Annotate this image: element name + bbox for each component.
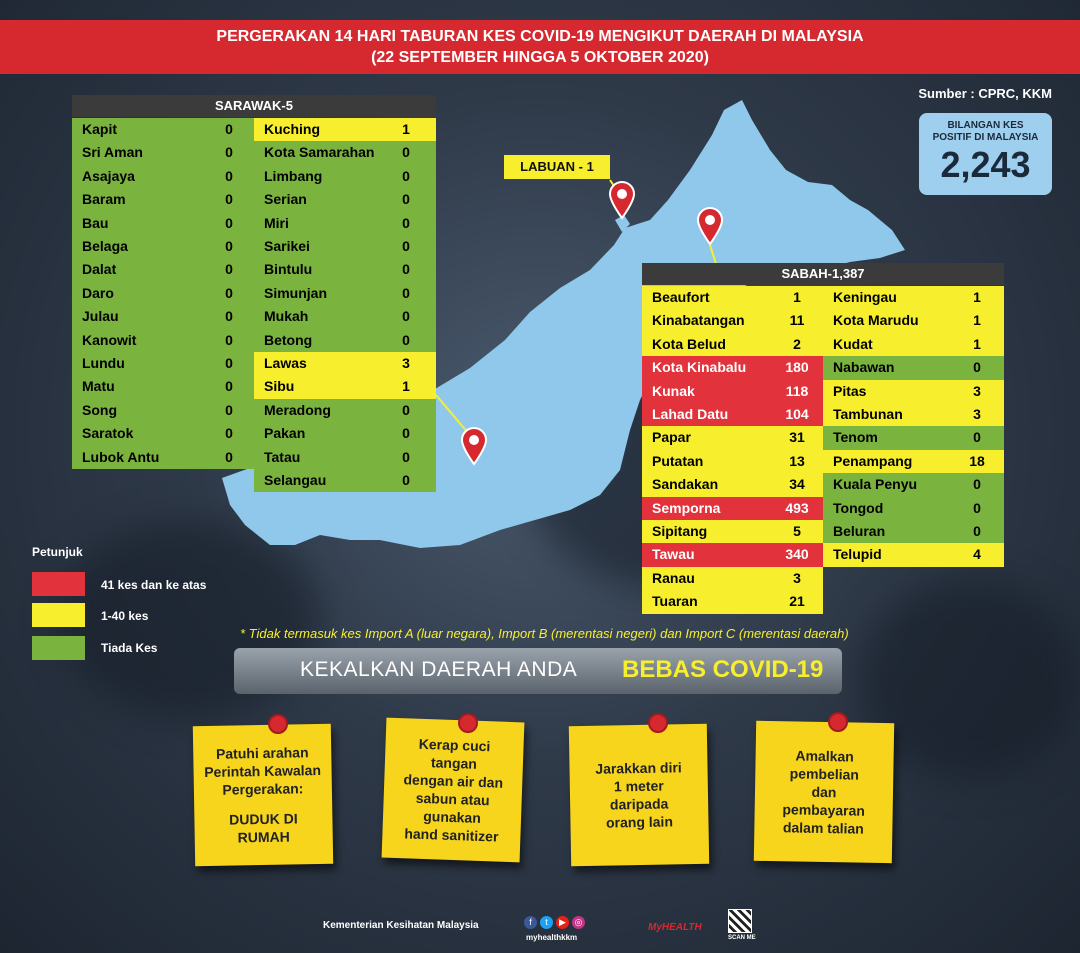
district-name: Bintulu (264, 261, 313, 278)
district-name: Tongod (833, 499, 884, 516)
district-row (642, 309, 823, 332)
legend-title: Petunjuk (32, 545, 83, 559)
district-case-count: 0 (973, 476, 981, 493)
twitter-icon[interactable]: t (540, 916, 553, 929)
district-case-count: 0 (402, 308, 410, 325)
district-name: Penampang (833, 452, 913, 469)
district-case-count: 0 (225, 378, 233, 395)
district-case-count: 0 (225, 261, 233, 278)
district-row (254, 282, 436, 305)
advice-card: Patuhi arahan Perintah Kawalan Pergerakan: DUDUK DI RUMAH (193, 724, 333, 866)
district-row (72, 305, 254, 328)
district-name: Julau (82, 308, 119, 325)
district-name: Matu (82, 378, 115, 395)
district-row (642, 543, 823, 566)
district-case-count: 0 (973, 429, 981, 446)
district-case-count: 0 (225, 425, 233, 442)
district-row (823, 286, 1004, 309)
district-case-count: 0 (225, 191, 233, 208)
sarawak-table-title: SARAWAK-5 (72, 95, 436, 117)
district-name: Beaufort (652, 289, 710, 305)
qr-caption: SCAN ME (728, 935, 756, 941)
district-case-count: 0 (973, 523, 981, 539)
district-row (642, 426, 823, 449)
advice-card: Amalkan pembelian dan pembayaran dalam talian (754, 721, 894, 863)
district-case-count: 0 (402, 331, 410, 348)
pushpin-icon (458, 713, 478, 733)
district-name: Kota Marudu (833, 312, 919, 329)
labuan-label: LABUAN - 1 (504, 155, 610, 179)
district-case-count: 0 (225, 214, 233, 231)
pushpin-icon (828, 712, 848, 732)
district-name: Sandakan (652, 476, 719, 493)
district-row (254, 446, 436, 469)
district-name: Baram (82, 191, 126, 208)
district-case-count: 0 (225, 355, 233, 371)
district-row (642, 333, 823, 356)
district-row (72, 212, 254, 235)
district-name: Dalat (82, 261, 117, 278)
district-name: Bau (82, 214, 109, 231)
district-case-count: 0 (402, 238, 410, 254)
district-row (642, 473, 823, 496)
district-case-count: 2 (793, 335, 801, 352)
district-case-count: 1 (973, 335, 981, 352)
district-case-count: 34 (789, 476, 805, 493)
district-case-count: 0 (225, 121, 233, 137)
district-row (823, 380, 1004, 403)
district-case-count: 340 (785, 546, 809, 563)
district-name: Beluran (833, 523, 886, 539)
district-row (72, 235, 254, 258)
district-row (642, 567, 823, 590)
district-name: Kota Kinabalu (652, 359, 747, 376)
district-name: Lundu (82, 355, 125, 371)
district-row (823, 309, 1004, 332)
facebook-icon[interactable]: f (524, 916, 537, 929)
footnote: * Tidak termasuk kes Import A (luar negara), Import B (merentasi negeri) dan Import C (merentasi daerah) (240, 626, 849, 641)
district-case-count: 104 (785, 406, 809, 422)
district-case-count: 0 (402, 448, 410, 465)
district-row (72, 282, 254, 305)
district-case-count: 0 (225, 401, 233, 418)
legend-swatch-yellow (32, 603, 85, 627)
district-case-count: 21 (789, 593, 805, 610)
district-row (642, 590, 823, 613)
district-case-count: 0 (402, 472, 410, 488)
myhealth-logo: MyHEALTH (648, 922, 702, 933)
district-name: Sibu (264, 378, 295, 395)
district-row (72, 188, 254, 211)
district-name: Kuching (264, 121, 320, 137)
district-row (72, 141, 254, 164)
district-name: Lawas (264, 355, 307, 371)
district-case-count: 11 (789, 312, 805, 329)
district-name: Miri (264, 214, 289, 231)
district-row (72, 118, 254, 141)
district-row (72, 352, 254, 375)
district-case-count: 18 (969, 452, 985, 469)
district-case-count: 493 (785, 499, 809, 516)
district-row (254, 165, 436, 188)
district-name: Papar (652, 429, 691, 446)
district-name: Song (82, 401, 117, 418)
district-name: Mukah (264, 308, 309, 325)
legend-swatch-red (32, 572, 85, 596)
district-name: Telupid (833, 546, 882, 563)
district-row (254, 235, 436, 258)
district-case-count: 4 (973, 546, 981, 563)
district-name: Nabawan (833, 359, 895, 376)
district-case-count: 0 (402, 214, 410, 231)
district-name: Limbang (264, 167, 323, 184)
district-name: Kapit (82, 121, 117, 137)
district-case-count: 0 (225, 331, 233, 348)
district-name: Serian (264, 191, 307, 208)
district-row (254, 399, 436, 422)
district-case-count: 0 (402, 284, 410, 301)
district-row (823, 403, 1004, 426)
ministry-name: Kementerian Kesihatan Malaysia (323, 920, 479, 931)
district-row (642, 497, 823, 520)
district-name: Kota Belud (652, 335, 726, 352)
district-name: Sarikei (264, 238, 310, 254)
district-case-count: 0 (402, 144, 410, 161)
district-name: Kinabatangan (652, 312, 745, 329)
district-name: Pakan (264, 425, 306, 442)
district-case-count: 1 (402, 378, 410, 395)
district-name: Kunak (652, 382, 695, 399)
district-case-count: 0 (402, 425, 410, 442)
district-case-count: 3 (402, 355, 410, 371)
district-name: Sri Aman (82, 144, 143, 161)
district-row (254, 188, 436, 211)
district-row (72, 375, 254, 398)
district-case-count: 3 (973, 382, 981, 399)
page-subtitle: (22 SEPTEMBER HINGGA 5 OKTOBER 2020) (371, 49, 709, 66)
district-row (72, 258, 254, 281)
district-name: Putatan (652, 452, 704, 469)
district-row (254, 258, 436, 281)
district-name: Betong (264, 331, 313, 348)
district-name: Daro (82, 284, 114, 301)
district-row (823, 497, 1004, 520)
district-name: Tuaran (652, 593, 698, 610)
district-row (823, 543, 1004, 566)
district-name: Ranau (652, 569, 695, 586)
district-case-count: 0 (225, 167, 233, 184)
district-row (254, 469, 436, 492)
district-case-count: 13 (789, 452, 805, 469)
district-case-count: 1 (973, 289, 981, 305)
district-row (642, 356, 823, 379)
district-case-count: 0 (225, 448, 233, 465)
qr-code-icon[interactable] (728, 909, 752, 933)
district-row (72, 446, 254, 469)
district-name: Selangau (264, 472, 327, 488)
total-cases-value: 2,243 (940, 144, 1031, 185)
district-row (823, 450, 1004, 473)
slogan-banner (234, 648, 842, 694)
district-name: Tambunan (833, 406, 903, 422)
location-pin-icon (610, 182, 634, 218)
source-text: Sumber : CPRC, KKM (918, 86, 1052, 101)
district-case-count: 0 (402, 401, 410, 418)
district-row (642, 403, 823, 426)
district-name: Sipitang (652, 523, 708, 539)
district-row (823, 520, 1004, 543)
total-cases-label: BILANGAN KES POSITIF DI MALAYSIA (932, 120, 1039, 143)
district-name: Kanowit (82, 331, 137, 348)
legend-label: 1-40 kes (101, 609, 149, 623)
sabah-table-title: SABAH-1,387 (642, 263, 1004, 285)
legend-swatch-green (32, 636, 85, 660)
district-case-count: 0 (973, 499, 981, 516)
page-title: PERGERAKAN 14 HARI TABURAN KES COVID-19 MENGIKUT DAERAH DI MALAYSIA (216, 28, 864, 45)
total-cases-box (919, 113, 1052, 195)
district-name: Kuala Penyu (833, 476, 918, 493)
slogan-left: KEKALKAN DAERAH ANDA (300, 658, 578, 681)
district-case-count: 0 (973, 359, 981, 376)
district-case-count: 3 (793, 569, 801, 586)
district-name: Lahad Datu (652, 406, 729, 422)
district-case-count: 1 (402, 121, 410, 137)
district-row (254, 352, 436, 375)
district-case-count: 1 (973, 312, 981, 329)
district-row (254, 329, 436, 352)
district-row (72, 165, 254, 188)
district-name: Meradong (264, 401, 331, 418)
district-case-count: 0 (225, 308, 233, 325)
district-row (72, 422, 254, 445)
advice-card: Kerap cuci tangan dengan air dan sabun atau gunakan hand sanitizer (382, 718, 525, 863)
district-case-count: 0 (402, 167, 410, 184)
district-row (254, 212, 436, 235)
district-case-count: 180 (785, 359, 809, 376)
district-case-count: 118 (785, 382, 809, 399)
district-row (254, 422, 436, 445)
district-row (642, 286, 823, 309)
district-row (823, 356, 1004, 379)
advice-card: Jarakkan diri 1 meter daripada orang lain (569, 724, 709, 866)
district-row (72, 329, 254, 352)
slogan-right: BEBAS COVID-19 (622, 656, 824, 683)
district-row (254, 375, 436, 398)
district-row (823, 426, 1004, 449)
district-row (72, 399, 254, 422)
district-row (642, 520, 823, 543)
district-name: Belaga (82, 238, 128, 254)
district-name: Pitas (833, 382, 867, 399)
district-case-count: 31 (789, 429, 805, 446)
district-row (642, 380, 823, 403)
district-case-count: 0 (225, 238, 233, 254)
district-name: Asajaya (82, 167, 135, 184)
district-name: Kota Samarahan (264, 144, 375, 161)
legend-label: Tiada Kes (101, 641, 158, 655)
youtube-icon[interactable]: ▶ (556, 916, 569, 929)
district-row (254, 305, 436, 328)
district-name: Keningau (833, 289, 897, 305)
district-name: Saratok (82, 425, 134, 442)
pushpin-icon (268, 714, 288, 734)
instagram-icon[interactable]: ◎ (572, 916, 585, 929)
district-name: Tatau (264, 448, 301, 465)
legend-label: 41 kes dan ke atas (101, 578, 207, 592)
district-name: Tenom (833, 429, 878, 446)
district-name: Lubok Antu (82, 448, 160, 465)
district-case-count: 0 (402, 191, 410, 208)
district-row (254, 118, 436, 141)
district-case-count: 5 (793, 523, 801, 539)
pushpin-icon (648, 713, 668, 733)
district-row (642, 450, 823, 473)
district-row (254, 141, 436, 164)
district-name: Kudat (833, 335, 873, 352)
district-row (823, 473, 1004, 496)
social-handle: myhealthkkm (526, 933, 578, 942)
district-row (823, 333, 1004, 356)
district-case-count: 3 (973, 406, 981, 422)
district-name: Semporna (652, 499, 721, 516)
district-case-count: 1 (793, 289, 801, 305)
district-name: Simunjan (264, 284, 328, 301)
page-title-banner (0, 20, 1080, 74)
district-case-count: 0 (225, 284, 233, 301)
district-case-count: 0 (402, 261, 410, 278)
district-name: Tawau (652, 546, 695, 563)
district-case-count: 0 (225, 144, 233, 161)
